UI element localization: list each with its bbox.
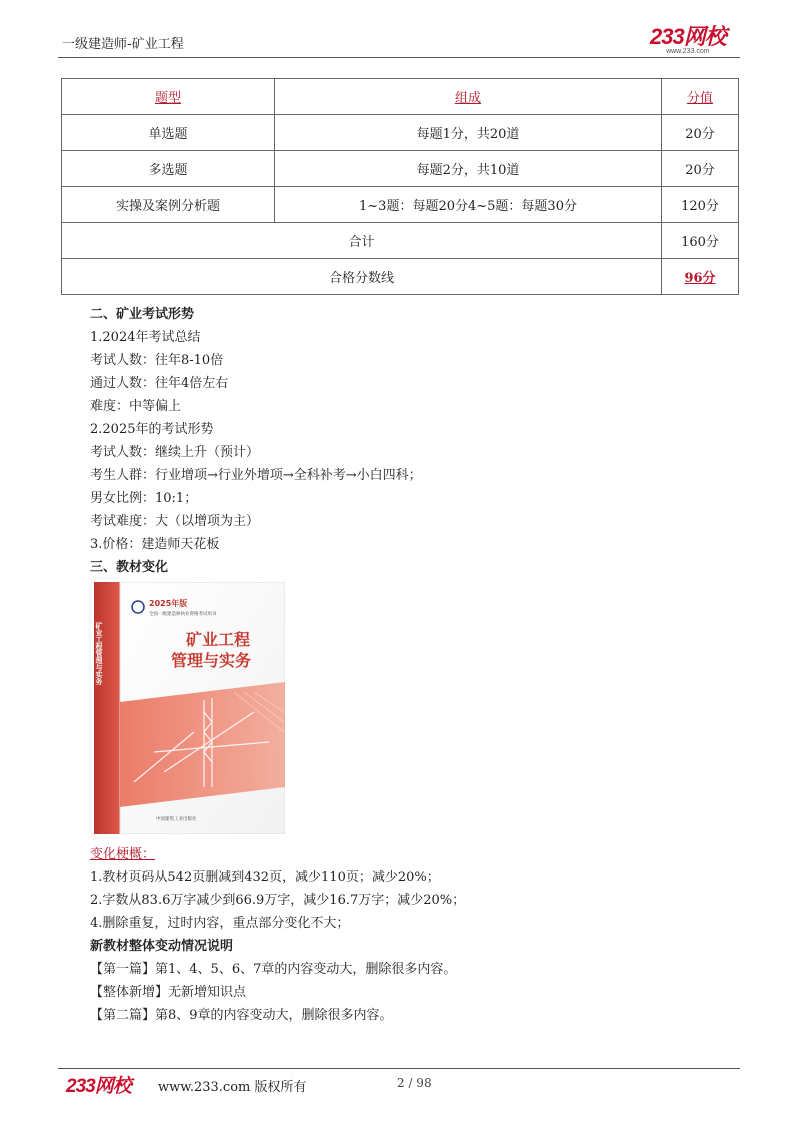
change-item: 2.字数从83.6万字减少到66.9万字，减少16.7万字；减少20%； — [90, 893, 466, 908]
book-year: 2025年版 — [149, 599, 188, 608]
book-series: 全国一级建造师执业资格考试用书 — [149, 612, 217, 617]
table-row — [62, 115, 739, 151]
changes-heading: 变化梗概： — [90, 847, 156, 862]
table-cell: 多选题 — [62, 151, 275, 187]
table-header-row — [62, 79, 739, 115]
total-label: 合计 — [62, 223, 662, 259]
table-cell: 每题1分，共20道 — [275, 115, 662, 151]
paragraph-line: 男女比例：10:1； — [90, 491, 198, 506]
book-publisher: 中国建筑工业出版社 — [156, 817, 197, 822]
change-item: 4.删除重复，过时内容，重点部分变化不大； — [90, 916, 350, 931]
column-header-type: 题型 — [62, 79, 275, 115]
change-item: 1.教材页码从542页删减到432页，减少110页；减少20%； — [90, 870, 440, 885]
changes-section — [90, 843, 730, 1027]
brand-logo — [650, 20, 726, 55]
paragraph-line: 考试难度：大（以增项为主） — [90, 514, 260, 529]
textbook-cover-image — [94, 582, 285, 834]
column-header-score: 分值 — [662, 79, 739, 115]
footer-logo: 233网校 — [66, 1076, 131, 1097]
footer-divider — [58, 1068, 740, 1069]
table-cell: 20分 — [662, 115, 739, 151]
exam-situation-section — [90, 303, 730, 579]
paragraph-line: 通过人数：往年4倍左右 — [90, 376, 229, 391]
table-total-row — [62, 223, 739, 259]
change-note: 【第一篇】第1、4、5、6、7章的内容变动大，删除很多内容。 — [90, 962, 457, 977]
table-cell: 实操及案例分析题 — [62, 187, 275, 223]
table-cell: 20分 — [662, 151, 739, 187]
changes-subheading: 新教材整体变动情况说明 — [90, 939, 234, 954]
brand-logo-text: 233网校 — [650, 24, 726, 49]
paragraph-line: 考试人数：往年8-10倍 — [90, 353, 224, 368]
exam-structure-table — [61, 78, 739, 295]
paragraph-line: 1.2024年考试总结 — [90, 330, 201, 345]
table-cell: 120分 — [662, 187, 739, 223]
page-number: 2 / 98 — [397, 1076, 432, 1090]
paragraph-line: 2.2025年的考试形势 — [90, 422, 214, 437]
change-note: 【第二篇】第8、9章的内容变动大，删除很多内容。 — [90, 1008, 393, 1023]
table-cell: 单选题 — [62, 115, 275, 151]
footer-copyright: www.233.com 版权所有 — [158, 1080, 307, 1095]
total-value: 160分 — [662, 223, 739, 259]
document-header-title: 一级建造师-矿业工程 — [62, 37, 184, 52]
book-title-line2: 管理与实务 — [171, 651, 252, 670]
paragraph-line: 难度：中等偏上 — [90, 399, 182, 414]
table-cell: 1~3题：每题20分4~5题：每题30分 — [275, 187, 662, 223]
pass-line-label: 合格分数线 — [62, 259, 662, 295]
section-heading: 三、教材变化 — [90, 560, 169, 575]
header-divider — [58, 57, 740, 58]
brand-logo-url: www.233.com — [666, 48, 710, 55]
change-note: 【整体新增】无新增知识点 — [90, 985, 247, 1000]
table-pass-row — [62, 259, 739, 295]
table-cell: 每题2分，共10道 — [275, 151, 662, 187]
paragraph-line: 3.价格：建造师天花板 — [90, 537, 220, 552]
paragraph-line: 考试人数：继续上升（预计） — [90, 445, 260, 460]
table-row — [62, 187, 739, 223]
pass-line-value: 96分 — [662, 259, 739, 295]
table-row — [62, 151, 739, 187]
section-heading: 二、矿业考试形势 — [90, 307, 195, 322]
book-title-line1: 矿业工程 — [186, 630, 251, 649]
column-header-composition: 组成 — [275, 79, 662, 115]
paragraph-line: 考生人群：行业增项→行业外增项→全科补考→小白四科； — [90, 468, 422, 483]
book-spine-text: 矿业工程管理与实务 — [95, 622, 103, 685]
